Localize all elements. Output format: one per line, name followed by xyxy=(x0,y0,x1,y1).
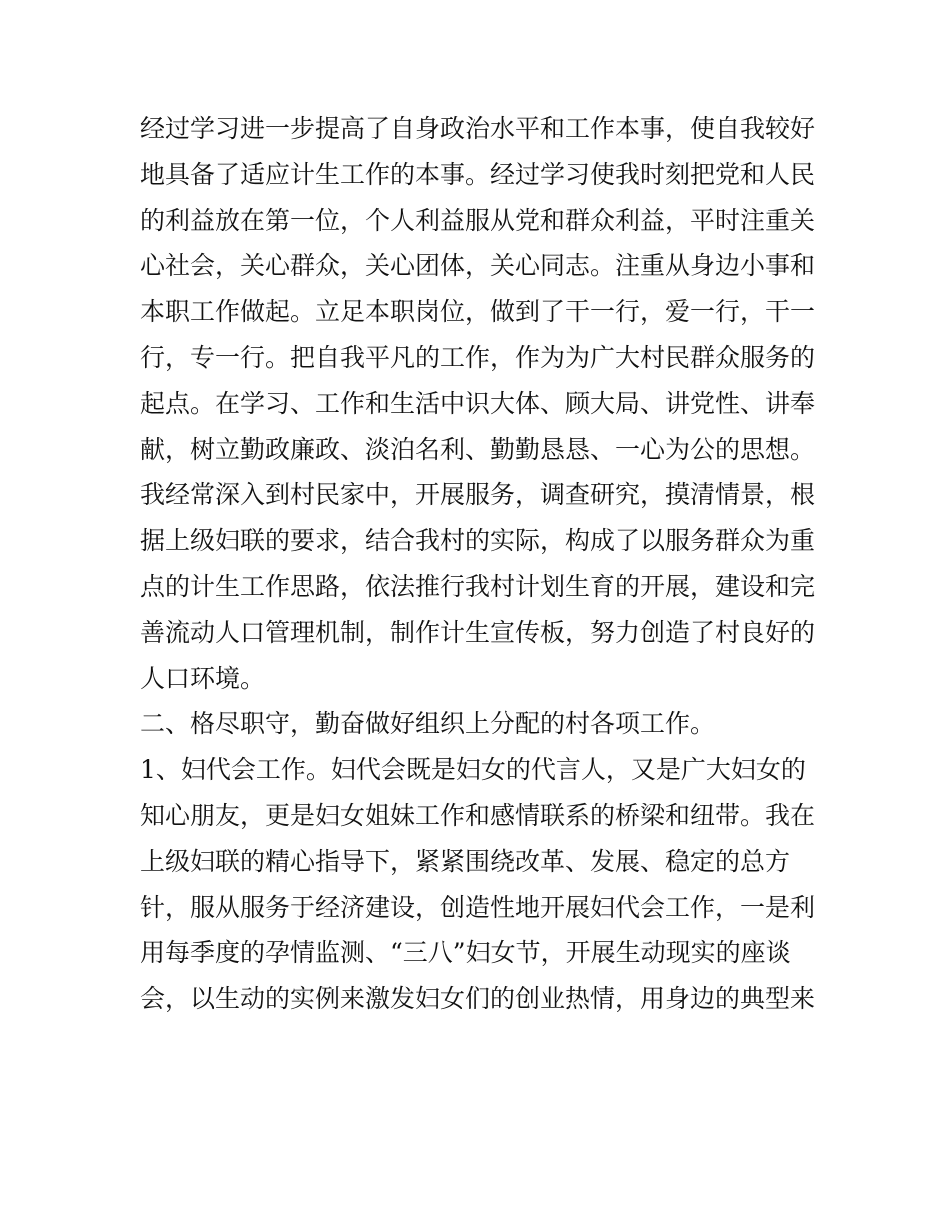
text-line: 本职工作做起。立足本职岗位，做到了干一行，爱一行，干一 xyxy=(140,297,816,327)
text-line: 上级妇联的精心指导下，紧紧围绕改革、发展、稳定的总方 xyxy=(140,846,791,876)
text-line: 起点。在学习、工作和生活中识大体、顾大局、讲党性、讲奉 xyxy=(140,388,816,418)
text-line: 人口环境。 xyxy=(140,663,266,693)
document-body xyxy=(140,106,820,1022)
text-line: 的利益放在第一位，个人利益服从党和群众利益，平时注重关 xyxy=(140,205,816,235)
text-line: 行，专一行。把自我平凡的工作，作为为广大村民群众服务的 xyxy=(140,342,816,372)
text-line: 据上级妇联的要求，结合我村的实际，构成了以服务群众为重 xyxy=(140,526,816,556)
text-line: 用每季度的孕情监测、“三八”妇女节，开展生动现实的座谈 xyxy=(140,938,791,968)
text-line: 地具备了适应计生工作的本事。经过学习使我时刻把党和人民 xyxy=(140,159,816,189)
text-line: 我经常深入到村民家中，开展服务，调查研究，摸清情景，根 xyxy=(140,480,816,510)
text-line: 点的计生工作思路，依法推行我村计划生育的开展，建设和完 xyxy=(140,571,816,601)
text-line: 献，树立勤政廉政、淡泊名利、勤勤恳恳、一心为公的思想。 xyxy=(140,434,816,464)
text-line: 1、妇代会工作。妇代会既是妇女的代言人，又是广大妇女的 xyxy=(140,755,806,785)
text-line: 经过学习进一步提高了自身政治水平和工作本事，使自我较好 xyxy=(140,114,816,143)
section-heading: 二、格尽职守，勤奋做好组织上分配的村各项工作。 xyxy=(140,709,716,739)
text-line: 心社会，关心群众，关心团体，关心同志。注重从身边小事和 xyxy=(140,251,816,281)
text-line: 会，以生动的实例来激发妇女们的创业热情，用身边的典型来 xyxy=(140,984,816,1014)
text-line: 知心朋友，更是妇女姐妹工作和感情联系的桥梁和纽带。我在 xyxy=(140,800,816,830)
text-line: 善流动人口管理机制，制作计生宣传板，努力创造了村良好的 xyxy=(140,617,816,647)
text-line: 针，服从服务于经济建设，创造性地开展妇代会工作，一是利 xyxy=(140,892,816,922)
